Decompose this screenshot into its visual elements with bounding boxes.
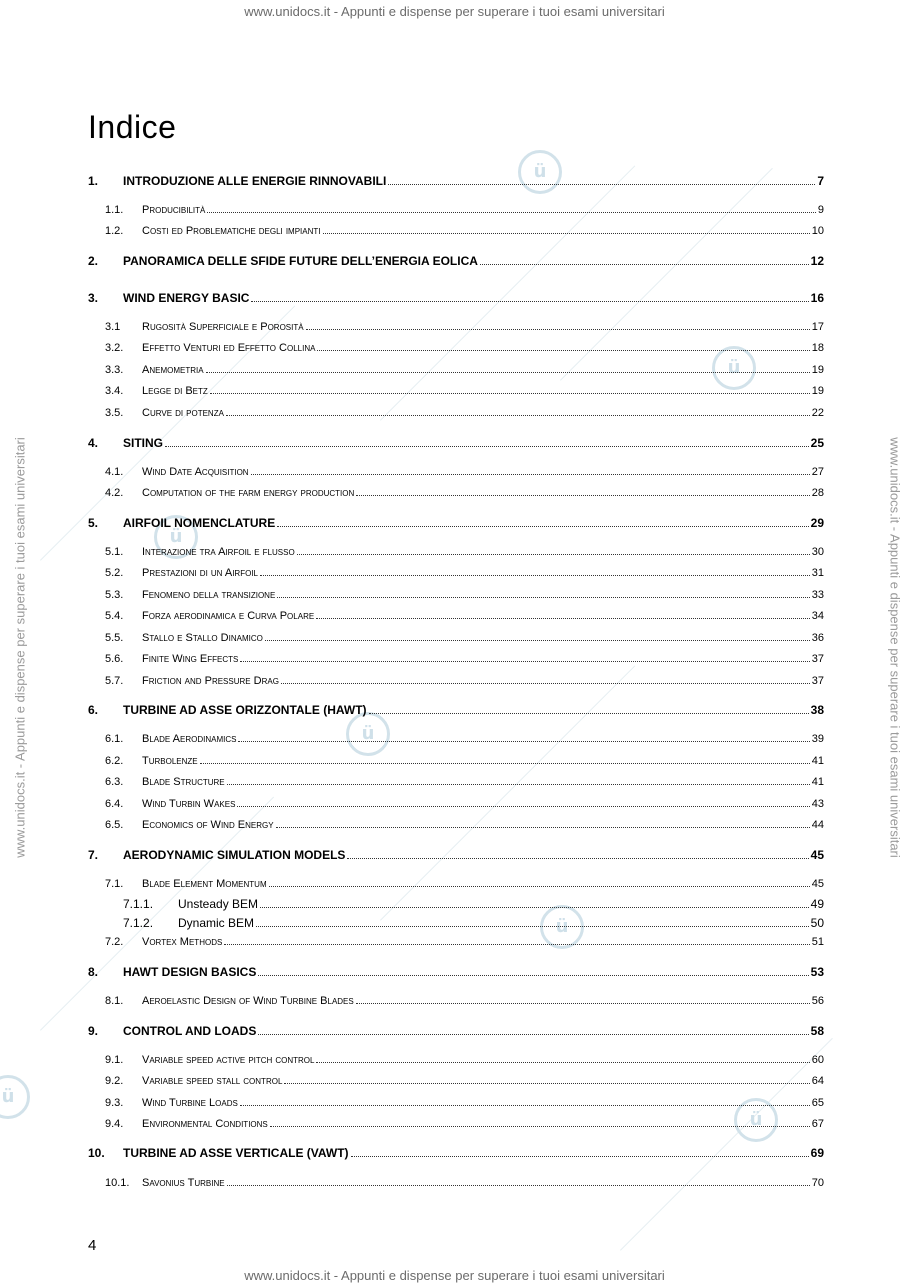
toc-leader-dots [369,701,809,714]
toc-entry-page: 38 [810,703,824,717]
toc-leader-dots [270,1114,810,1127]
toc-entry-number: 6.1. [105,733,124,745]
toc-entry-number: 5.7. [105,675,124,687]
toc-entry-page: 64 [811,1075,824,1087]
toc-entry-label: INTRODUZIONE ALLE ENERGIE RINNOVABILI [123,174,387,188]
toc-leader-dots [347,846,808,859]
toc-leader-dots [351,1144,809,1157]
toc-entry-level1[interactable] [88,514,824,534]
toc-leader-dots [284,1071,809,1084]
toc-entry-level2[interactable] [88,729,824,749]
toc-entry-level2[interactable] [88,381,824,401]
toc-entry-level1[interactable] [88,1144,824,1164]
toc-entry-label: Curve di potenza [142,407,224,419]
page-title: Indice [88,109,177,145]
toc-entry-label: HAWT DESIGN BASICS [123,965,257,979]
toc-entry-level1[interactable] [88,701,824,721]
toc-entry-number: 9.2. [105,1075,124,1087]
toc-entry-page: 36 [811,632,824,644]
toc-entry-number: 10. [88,1146,105,1160]
toc-leader-dots [227,772,810,785]
toc-leader-dots [240,1093,810,1106]
toc-entry-level1[interactable] [88,963,824,983]
toc-entry-level2[interactable] [88,462,824,482]
toc-entry-level2[interactable] [88,874,824,894]
toc-entry-number: 5. [88,516,99,530]
toc-entry-level2[interactable] [88,483,824,503]
watermark-logo-icon: ü [154,515,198,559]
toc-entry-label: Producibilità [142,204,206,216]
toc-entry-label: Wind Turbin Wakes [142,798,236,810]
toc-entry-level2[interactable] [88,1071,824,1091]
toc-leader-dots [388,172,815,185]
toc-entry-level2[interactable] [88,671,824,691]
toc-entry-label: Prestazioni di un Airfoil [142,567,258,579]
toc-entry-label: Blade Element Momentum [142,878,267,890]
toc-leader-dots [207,200,816,213]
toc-entry-page: 45 [811,878,824,890]
toc-entry-page: 16 [810,291,824,305]
toc-entry-number: 1.2. [105,225,124,237]
toc-leader-dots [200,751,810,764]
toc-entry-number: 3.5. [105,407,124,419]
toc-entry-number: 7.2. [105,936,124,948]
toc-entry-page: 41 [811,755,824,767]
toc-entry-label: AIRFOIL NOMENCLATURE [123,516,276,530]
toc-entry-label: Fenomeno della transizione [142,589,276,601]
toc-entry-level3[interactable] [88,914,824,934]
toc-entry-level1[interactable] [88,434,824,454]
toc-entry-label: Savonius Turbine [142,1177,225,1189]
toc-entry-level2[interactable] [88,751,824,771]
toc-entry-level2[interactable] [88,585,824,605]
toc-entry-label: Legge di Betz [142,385,208,397]
toc-entry-level1[interactable] [88,172,824,192]
toc-entry-level2[interactable] [88,563,824,583]
toc-entry-page: 69 [810,1146,824,1160]
toc-entry-number: 7. [88,848,99,862]
toc-entry-page: 22 [811,407,824,419]
toc-entry-number: 5.3. [105,589,124,601]
toc-entry-label: Finite Wing Effects [142,653,239,665]
toc-entry-label: Costi ed Problematiche degli impianti [142,225,321,237]
toc-entry-page: 29 [810,516,824,530]
toc-leader-dots [260,895,809,908]
toc-entry-number: 10.1. [105,1177,130,1189]
toc-leader-dots [269,874,810,887]
toc-entry-number: 8. [88,965,99,979]
toc-entry-level2[interactable] [88,772,824,792]
toc-leader-dots [227,1173,810,1186]
toc-entry-number: 6. [88,703,99,717]
toc-entry-page: 56 [811,995,824,1007]
toc-entry-page: 41 [811,776,824,788]
toc-leader-dots [238,729,809,742]
toc-entry-number: 7.1. [105,878,124,890]
toc-entry-level3[interactable] [88,895,824,915]
toc-entry-page: 18 [811,342,824,354]
toc-entry-level2[interactable] [88,200,824,220]
toc-entry-level1[interactable] [88,1022,824,1042]
watermark-logo-icon: ü [540,905,584,949]
toc-leader-dots [316,1050,809,1063]
watermark-logo-icon: ü [734,1098,778,1142]
toc-leader-dots [251,289,808,302]
toc-entry-level1[interactable] [88,289,824,309]
toc-entry-level2[interactable] [88,628,824,648]
toc-leader-dots [317,338,809,351]
toc-entry-label: Wind Date Acquisition [142,466,249,478]
toc-entry-label: CONTROL AND LOADS [123,1024,257,1038]
toc-entry-page: 37 [811,653,824,665]
toc-entry-label: Computation of the farm energy production [142,487,355,499]
page-number: 4 [88,1237,97,1254]
toc-entry-level2[interactable] [88,317,824,337]
toc-entry-number: 7.1.2. [123,916,154,930]
toc-leader-dots [306,317,810,330]
toc-entry-number: 5.1. [105,546,124,558]
toc-entry-number: 9. [88,1024,99,1038]
toc-entry-page: 34 [811,610,824,622]
toc-entry-label: Variable speed active pitch control [142,1054,315,1066]
toc-entry-label: Wind Turbine Loads [142,1097,238,1109]
toc-entry-page: 7 [817,174,824,188]
toc-entry-label: Dynamic BEM [178,916,255,930]
toc-entry-label: Effetto Venturi ed Effetto Collina [142,342,316,354]
toc-entry-page: 58 [810,1024,824,1038]
toc-entry-level2[interactable] [88,360,824,380]
toc-entry-number: 9.4. [105,1118,124,1130]
toc-entry-number: 4. [88,436,99,450]
toc-entry-label: PANORAMICA DELLE SFIDE FUTURE DELL’ENERGIA EOLICA [123,254,478,268]
toc-entry-label: Unsteady BEM [178,897,259,911]
toc-entry-page: 39 [811,733,824,745]
toc-entry-number: 3.2. [105,342,124,354]
toc-entry-level2[interactable] [88,606,824,626]
toc-entry-page: 27 [811,466,824,478]
toc-leader-dots [323,221,810,234]
toc-entry-page: 9 [817,204,824,216]
toc-leader-dots [276,815,810,828]
toc-entry-number: 6.3. [105,776,124,788]
toc-entry-label: TURBINE AD ASSE ORIZZONTALE (HAWT) [123,703,367,717]
toc-entry-page: 67 [811,1118,824,1130]
toc-entry-page: 12 [810,254,824,268]
toc-entry-page: 31 [811,567,824,579]
toc-leader-dots [281,671,810,684]
toc-entry-level2[interactable] [88,1093,824,1113]
toc-entry-level2[interactable] [88,338,824,358]
toc-entry-number: 3. [88,291,99,305]
toc-entry-page: 19 [811,385,824,397]
toc-entry-label: Vortex Methods [142,936,223,948]
toc-entry-level2[interactable] [88,1050,824,1070]
toc-leader-dots [206,360,810,373]
toc-entry-page: 51 [811,936,824,948]
toc-entry-number: 6.5. [105,819,124,831]
watermark-logo-icon: ü [518,150,562,194]
toc-entry-label: AERODYNAMIC SIMULATION MODELS [123,848,346,862]
toc-entry-label: Economics of Wind Energy [142,819,274,831]
toc-entry-label: Blade Aerodinamics [142,733,237,745]
toc-entry-number: 2. [88,254,99,268]
toc-entry-page: 33 [811,589,824,601]
toc-entry-number: 4.1. [105,466,124,478]
watermark-bottom: www.unidocs.it - Appunti e dispense per superare i tuoi esami universitari [244,1268,665,1283]
toc-entry-number: 5.6. [105,653,124,665]
toc-entry-label: Turbolenze [142,755,198,767]
toc-entry-level2[interactable] [88,991,824,1011]
toc-leader-dots [251,462,810,475]
toc-leader-dots [210,381,810,394]
toc-leader-dots [237,794,809,807]
toc-entry-level2[interactable] [88,542,824,562]
toc-leader-dots [356,483,809,496]
toc-entry-page: 60 [811,1054,824,1066]
toc-entry-label: SITING [123,436,164,450]
toc-entry-number: 9.3. [105,1097,124,1109]
toc-entry-number: 5.5. [105,632,124,644]
toc-entry-label: Environmental Conditions [142,1118,268,1130]
watermark-logo-icon: ü [346,712,390,756]
toc-entry-number: 8.1. [105,995,124,1007]
toc-entry-page: 37 [811,675,824,687]
toc-leader-dots [260,563,810,576]
toc-entry-level2[interactable] [88,1114,824,1134]
toc-entry-number: 4.2. [105,487,124,499]
toc-leader-dots [165,434,809,447]
toc-entry-level2[interactable] [88,1173,824,1193]
toc-entry-label: Stallo e Stallo Dinamico [142,632,263,644]
toc-entry-page: 10 [811,225,824,237]
toc-entry-page: 30 [811,546,824,558]
toc-leader-dots [277,585,809,598]
toc-entry-level2[interactable] [88,649,824,669]
toc-leader-dots [480,252,809,265]
toc-entry-number: 6.4. [105,798,124,810]
toc-leader-dots [258,963,808,976]
toc-entry-number: 9.1. [105,1054,124,1066]
toc-entry-level1[interactable] [88,846,824,866]
toc-entry-level2[interactable] [88,221,824,241]
toc-entry-level2[interactable] [88,794,824,814]
toc-entry-level1[interactable] [88,252,824,272]
toc-leader-dots [226,403,810,416]
toc-leader-dots [224,932,809,945]
watermark-left: www.unidocs.it - Appunti e dispense per superare i tuoi esami universitari [12,437,28,858]
toc-entry-label: Anemometria [142,364,204,376]
toc-entry-label: TURBINE AD ASSE VERTICALE (VAWT) [123,1146,349,1160]
toc-entry-label: Blade Structure [142,776,225,788]
toc-entry-label: Rugosità Superficiale e Porosità [142,321,304,333]
toc-entry-label: WIND ENERGY BASIC [123,291,250,305]
toc-entry-number: 3.3. [105,364,124,376]
toc-entry-page: 45 [810,848,824,862]
toc-leader-dots [297,542,810,555]
toc-entry-label: Forza aerodinamica e Curva Polare [142,610,315,622]
toc-entry-label: Aeroelastic Design of Wind Turbine Blades [142,995,354,1007]
toc-leader-dots [256,914,809,927]
watermark-logo-icon: ü [0,1075,30,1119]
toc-leader-dots [316,606,810,619]
watermark-logo-icon: ü [712,346,756,390]
toc-entry-number: 3.4. [105,385,124,397]
toc-entry-page: 44 [811,819,824,831]
toc-entry-number: 6.2. [105,755,124,767]
toc-entry-page: 49 [810,897,824,911]
toc-entry-page: 70 [811,1177,824,1189]
toc-entry-page: 53 [810,965,824,979]
toc-entry-level2[interactable] [88,932,824,952]
toc-entry-page: 43 [811,798,824,810]
toc-entry-label: Variable speed stall control [142,1075,283,1087]
toc-entry-page: 19 [811,364,824,376]
toc-entry-number: 7.1.1. [123,897,154,911]
toc-entry-page: 50 [810,916,824,930]
toc-entry-label: Interazione tra Airfoil e flusso [142,546,295,558]
toc-entry-label: Friction and Pressure Drag [142,675,279,687]
toc-entry-level2[interactable] [88,403,824,423]
toc-leader-dots [240,649,809,662]
toc-leader-dots [277,514,808,527]
toc-entry-number: 3.1 [105,321,121,333]
toc-entry-page: 17 [811,321,824,333]
toc-entry-page: 28 [811,487,824,499]
watermark-right: www.unidocs.it - Appunti e dispense per superare i tuoi esami universitari [887,437,903,858]
toc-entry-level2[interactable] [88,815,824,835]
toc-leader-dots [356,991,810,1004]
toc-leader-dots [265,628,810,641]
watermark-top: www.unidocs.it - Appunti e dispense per superare i tuoi esami universitari [244,4,665,19]
toc-entry-page: 65 [811,1097,824,1109]
toc-entry-number: 5.2. [105,567,124,579]
toc-entry-number: 5.4. [105,610,124,622]
toc-entry-number: 1.1. [105,204,124,216]
toc-entry-number: 1. [88,174,99,188]
toc-entry-page: 25 [810,436,824,450]
toc-leader-dots [258,1022,808,1035]
